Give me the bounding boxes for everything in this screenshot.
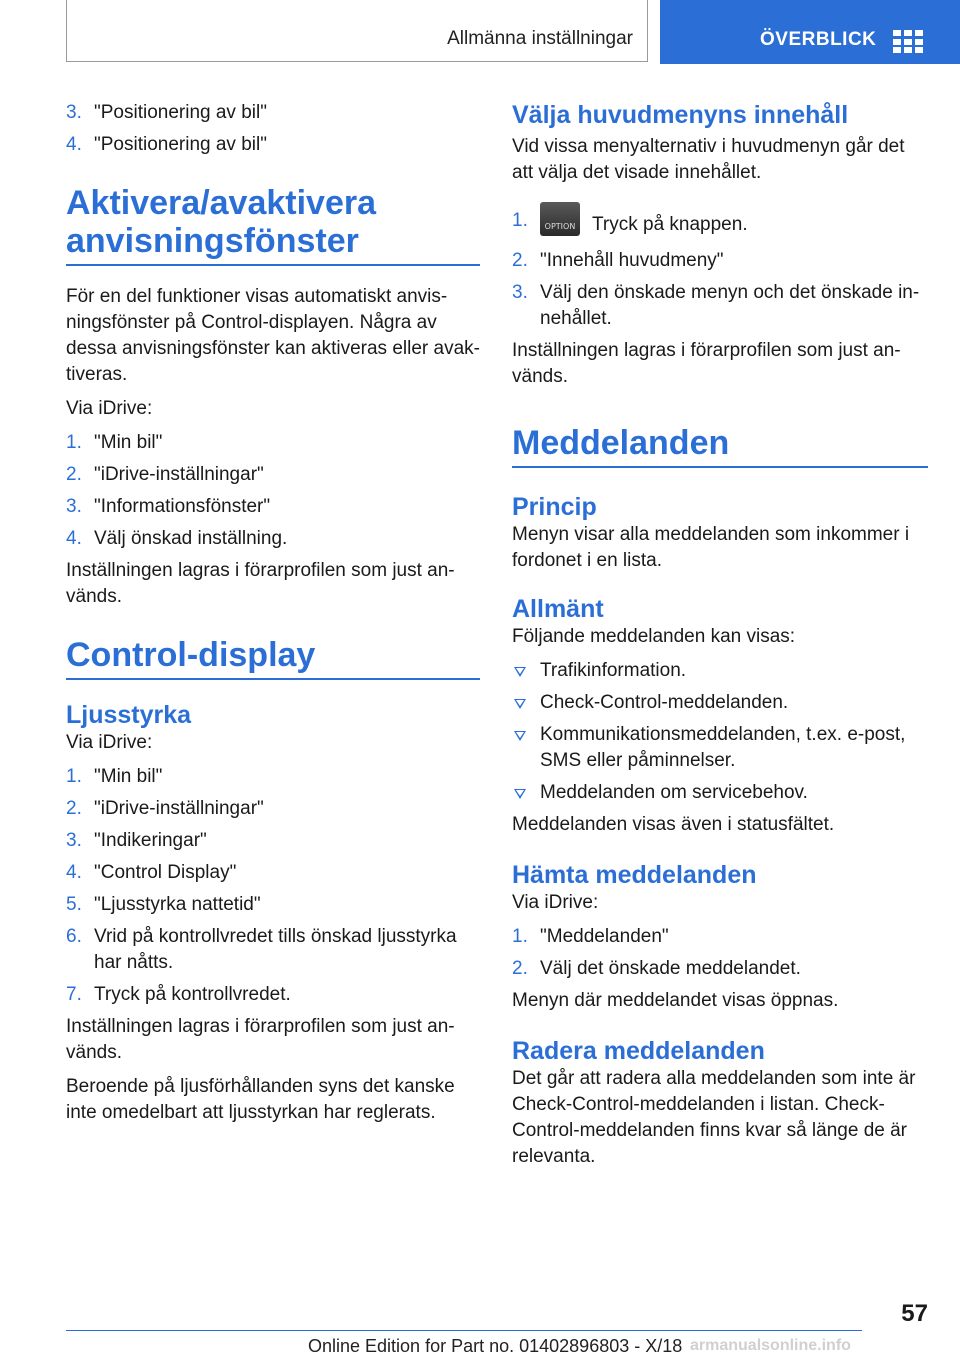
list-item <box>66 462 480 488</box>
step-number: 1. <box>512 926 528 947</box>
step-text: Tryck på kontrollvredet. <box>94 984 291 1005</box>
step-number: 2. <box>512 958 528 979</box>
list-item <box>512 280 928 332</box>
page-header <box>0 0 960 66</box>
paragraph: Inställningen lagras i förarprofilen som just an-vänds. <box>512 340 901 387</box>
step-text: "Ljusstyrka nattetid" <box>94 894 261 915</box>
list-item <box>66 892 480 918</box>
right-column <box>512 100 928 1178</box>
list-item <box>66 982 480 1008</box>
step-number: 1. <box>66 766 82 787</box>
steps-list <box>66 764 480 1008</box>
heading-control-display: Control-display <box>66 636 480 680</box>
step-number: 2. <box>66 798 82 819</box>
list-item <box>512 780 928 806</box>
steps-list <box>512 208 928 332</box>
bullet-text: Kommunikationsmeddelanden, t.ex. e-post, SMS eller påminnelser. <box>540 724 906 771</box>
option-button-icon <box>540 202 580 236</box>
step-number: 6. <box>66 926 82 947</box>
heading-meddelanden: Meddelanden <box>512 424 928 468</box>
option-button-label: OPTION <box>544 222 576 231</box>
heading-allmant: Allmänt <box>512 595 604 623</box>
heading-hamta: Hämta meddelanden <box>512 861 757 889</box>
section-title-box <box>66 0 648 62</box>
step-number: 1. <box>66 432 82 453</box>
heading-aktivera: Aktivera/avaktivera anvisningsfönster <box>66 184 480 266</box>
paragraph: Via iDrive: <box>66 398 153 419</box>
bullet-text: Trafikinformation. <box>540 660 687 681</box>
list-item <box>512 956 928 982</box>
step-text: Välj det önskade meddelandet. <box>540 958 801 979</box>
step-number: 3. <box>512 282 528 303</box>
step-text: "iDrive-inställningar" <box>94 464 264 485</box>
heading-ljusstyrka: Ljusstyrka <box>66 701 192 729</box>
step-number: 2. <box>512 250 528 271</box>
triangle-bullet-icon <box>514 731 526 741</box>
paragraph: Menyn visar alla meddelanden som inkommer i fordonet i en lista. <box>512 524 910 571</box>
step-number: 1. <box>512 210 528 231</box>
step-number: 2. <box>66 464 82 485</box>
bullet-text: Check-Control-meddelanden. <box>540 692 789 713</box>
step-text: Vrid på kontrollvredet tills önskad ljusstyrka har nåtts. <box>94 926 457 973</box>
step-text: "Informationsfönster" <box>94 496 271 517</box>
left-column <box>66 100 480 1134</box>
top-steps-list <box>66 100 480 158</box>
list-item <box>66 828 480 854</box>
paragraph: Inställningen lagras i förarprofilen som just an-vänds. <box>66 560 455 607</box>
step-number: 7. <box>66 984 82 1005</box>
paragraph: Menyn där meddelandet visas öppnas. <box>512 990 839 1011</box>
list-item <box>66 494 480 520</box>
step-text: "Innehåll huvudmeny" <box>540 250 724 271</box>
steps-list <box>512 924 928 982</box>
step-text: Välj den önskade menyn och det önskade in-nehållet. <box>540 282 920 329</box>
bullet-text: Meddelanden om servicebehov. <box>540 782 808 803</box>
heading-valja: Välja huvudmenyns innehåll <box>512 101 849 129</box>
list-item <box>66 924 480 976</box>
footer-divider <box>66 1330 862 1331</box>
step-text: "Positionering av bil" <box>94 134 267 155</box>
step-text: "Min bil" <box>94 766 163 787</box>
overview-tab-label: ÖVERBLICK <box>760 29 877 50</box>
step-number: 4. <box>66 134 82 155</box>
step-text: "Positionering av bil" <box>94 102 267 123</box>
list-item <box>66 132 480 158</box>
triangle-bullet-icon <box>514 699 526 709</box>
paragraph: Det går att radera alla meddelanden som inte är Check-Control-meddelanden i listan. Check-Control-meddelanden finns kvar så länge de är relevanta. <box>512 1068 916 1167</box>
list-item <box>66 796 480 822</box>
list-item <box>66 100 480 126</box>
paragraph: Via iDrive: <box>512 892 599 913</box>
list-item <box>512 924 928 950</box>
step-number: 4. <box>66 528 82 549</box>
paragraph: Beroende på ljusförhållanden syns det kanske inte omedelbart att ljusstyrkan har reglerats. <box>66 1076 455 1123</box>
overview-tab[interactable] <box>660 0 960 64</box>
paragraph: Via iDrive: <box>66 732 153 753</box>
list-item <box>66 430 480 456</box>
list-item <box>512 658 928 684</box>
paragraph: Inställningen lagras i förarprofilen som just an-vänds. <box>66 1016 455 1063</box>
list-item <box>66 764 480 790</box>
step-text: "Control Display" <box>94 862 237 883</box>
step-text: "Indikeringar" <box>94 830 207 851</box>
paragraph: För en del funktioner visas automatiskt anvis-ningsfönster på Control-displayen. Några av dessa anvisningsfönster kan aktiveras eller avak-tiveras. <box>66 286 480 385</box>
list-item <box>66 860 480 886</box>
step-text: "iDrive-inställningar" <box>94 798 264 819</box>
step-text: Tryck på knappen. <box>592 214 748 236</box>
step-number: 3. <box>66 496 82 517</box>
step-text: "Meddelanden" <box>540 926 669 947</box>
paragraph: Vid vissa menyalternativ i huvudmenyn går det att välja det visade innehållet. <box>512 136 905 183</box>
heading-princip: Princip <box>512 493 597 521</box>
step-number: 4. <box>66 862 82 883</box>
edition-text: Online Edition for Part no. 01402896803 - X/18 <box>308 1336 683 1356</box>
list-item <box>512 722 928 774</box>
list-item <box>512 208 928 242</box>
steps-list <box>66 430 480 552</box>
triangle-bullet-icon <box>514 667 526 677</box>
paragraph: Följande meddelanden kan visas: <box>512 626 796 647</box>
page-number: 57 <box>901 1300 928 1327</box>
list-item <box>512 248 928 274</box>
step-number: 5. <box>66 894 82 915</box>
paragraph: Meddelanden visas även i statusfältet. <box>512 814 835 835</box>
triangle-bullet-icon <box>514 789 526 799</box>
step-number: 3. <box>66 102 82 123</box>
grid-icon <box>893 30 923 53</box>
heading-radera: Radera meddelanden <box>512 1037 765 1065</box>
list-item <box>512 690 928 716</box>
watermark: armanualsonline.info <box>690 1337 851 1354</box>
step-number: 3. <box>66 830 82 851</box>
step-text: Välj önskad inställning. <box>94 528 288 549</box>
list-item <box>66 526 480 552</box>
section-title: Allmänna inställningar <box>447 28 633 49</box>
step-text: "Min bil" <box>94 432 163 453</box>
bullet-list <box>512 658 928 806</box>
